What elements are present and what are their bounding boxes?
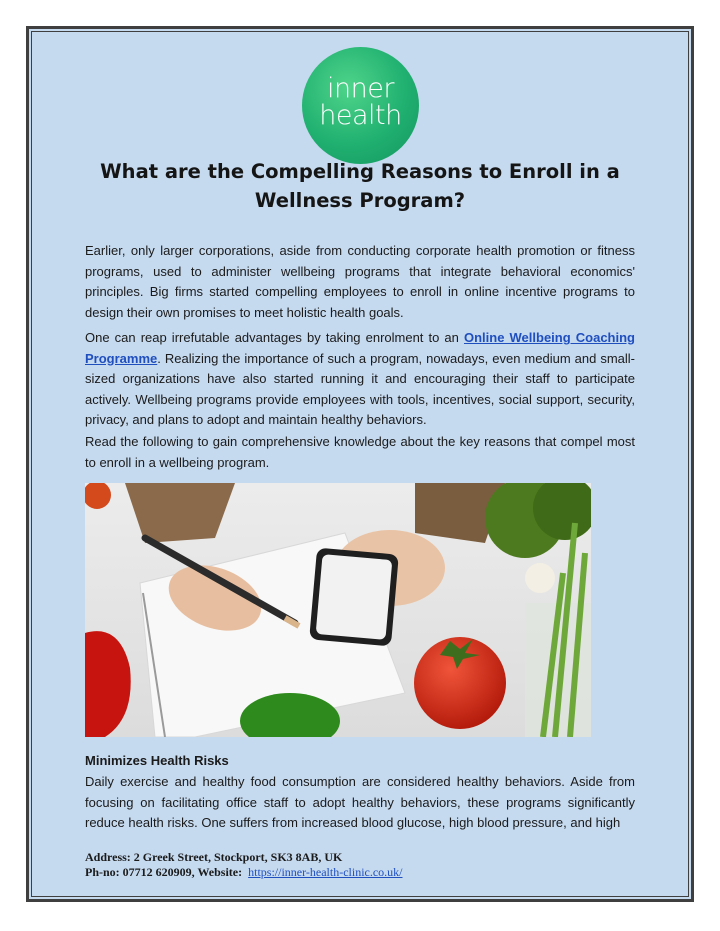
paragraph-read-following: Read the following to gain comprehensive knowledge about the key reasons that compel most to enroll in a wellbeing program.: [85, 434, 635, 470]
photo-illustration: [85, 483, 591, 737]
online-wellbeing-coaching-link[interactable]: Online Wellbeing Coaching Programme: [85, 330, 635, 366]
paragraph-health-risks: Daily exercise and healthy food consumption are considered healthy behaviors. Aside from focusing on facilitating office staff to adopt healthy behaviors, these programs significantly reduce health risks. One suffers from increased blood glucose, high blood pressure, and high: [85, 774, 635, 831]
paragraph-intro: Earlier, only larger corporations, aside from conducting corporate health promotion or fitness programs, used to administer wellbeing programs that integrate behavioral economics' principles. Big firms started compelling employees to enroll in online incentive programs to design their own promises to meet holistic health goals.: [85, 243, 635, 320]
healthy-food-planning-photo: [85, 483, 591, 737]
footer-contact: [85, 864, 403, 880]
footer-phone: Ph-no: 07712 620909, Website:: [85, 865, 243, 879]
logo-text-inner: inner: [327, 73, 394, 104]
logo-text-health: health: [319, 100, 402, 131]
website-link[interactable]: https://inner-health-clinic.co.uk/: [248, 865, 403, 879]
paragraph-advantages: [85, 328, 635, 431]
paragraph-advantages-lead: One can reap irrefutable advantages by taking enrolment to an: [85, 330, 464, 345]
page-title: What are the Compelling Reasons to Enroll in a Wellness Program?: [100, 160, 620, 212]
garlic: [525, 563, 555, 593]
inner-health-logo: [302, 47, 419, 164]
section-heading-health-risks: Minimizes Health Risks: [85, 753, 229, 768]
footer-address: Address: 2 Greek Street, Stockport, SK3 8AB, UK: [85, 850, 343, 864]
paragraph-advantages-rest: . Realizing the importance of such a program, nowadays, even medium and small-sized organizations have also started running it and encouraging their staff to participate actively. Wellbeing programs provide employees with tools, incentives, social support, security, privacy, and plans to adopt and maintain healthy behaviors.: [85, 350, 635, 428]
smartphone-screen: [316, 554, 393, 640]
